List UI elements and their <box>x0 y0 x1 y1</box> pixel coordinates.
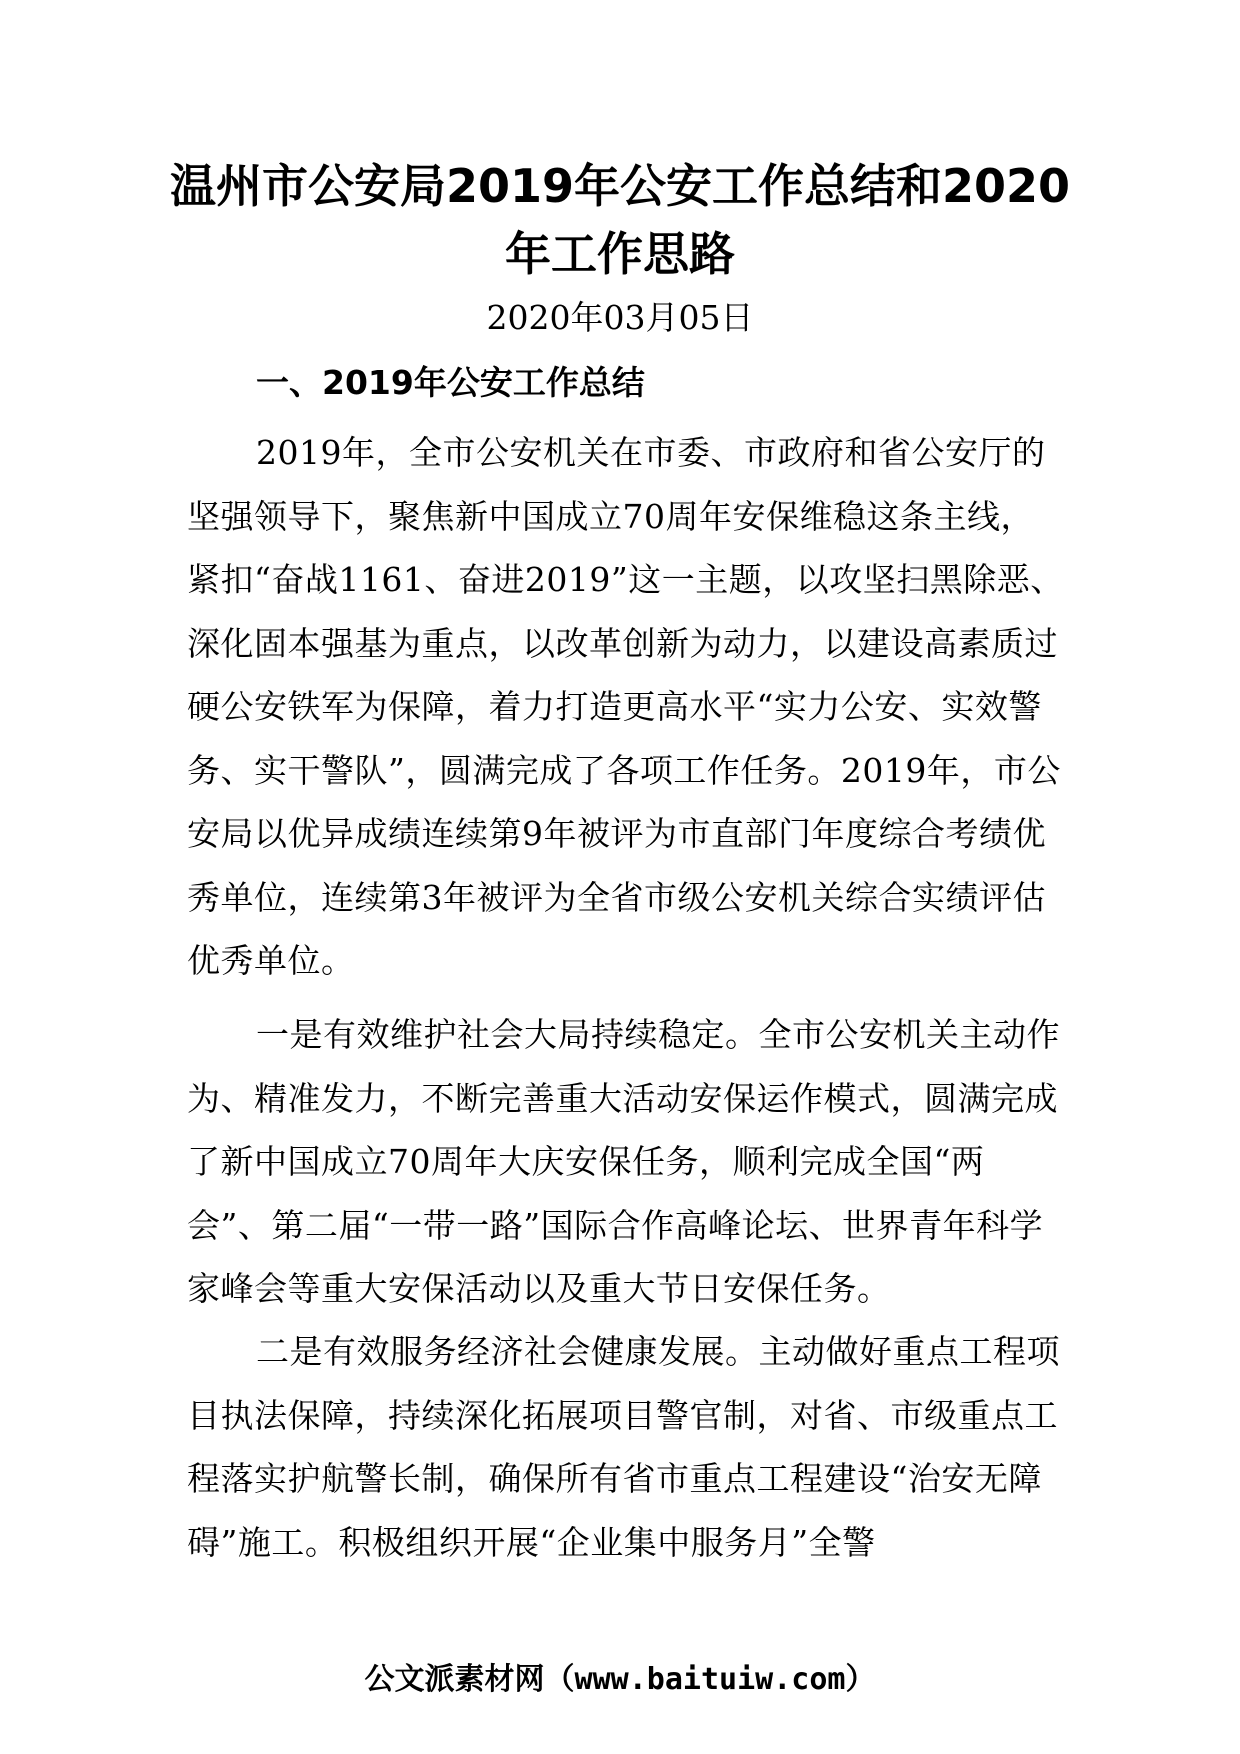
footer-paren-open: （ <box>544 1662 575 1697</box>
page-footer <box>150 1660 1090 1700</box>
body-paragraph-3: 二是有效服务经济社会健康发展。主动做好重点工程项目执法保障，持续深化拓展项目警官制，对省、市级重点工程落实护航警长制，确保所有省市重点工程建设“治安无障碍”施工。积极组织开展“企业集中服务月”全警 <box>187 1332 1060 1562</box>
footer-paren-close: ） <box>845 1662 876 1697</box>
footer-site-name: 公文派素材网 <box>364 1662 545 1697</box>
document-title <box>150 152 1090 288</box>
document-date: 2020年03月05日 <box>486 298 754 337</box>
document-title-line-1: 温州市公安局2019年公安工作总结和2020 <box>169 159 1071 213</box>
body-paragraph-2: 一是有效维护社会大局持续稳定。全市公安机关主动作为、精准发力，不断完善重大活动安保运作模式，圆满完成了新中国成立70周年大庆安保任务，顺利完成全国“两会”、第二届“一带一路”国际合作高峰论坛、世界青年科学家峰会等重大安保活动以及重大节日安保任务。 <box>187 1015 1060 1308</box>
document-title-line-2: 年工作思路 <box>505 227 735 281</box>
section-heading: 一、2019年公安工作总结 <box>256 363 645 402</box>
footer-url: www.baituiw.com <box>574 1662 846 1697</box>
body-paragraph-1: 2019年，全市公安机关在市委、市政府和省公安厅的坚强领导下，聚焦新中国成立70周年安保维稳这条主线，紧扣“奋战1161、奋进2019”这一主题，以攻坚扫黑除恶、深化固本强基为重点，以改革创新为动力，以建设高素质过硬公安铁军为保障，着力打造更高水平“实力公安、实效警务、实干警队”，圆满完成了各项工作任务。2019年，市公安局以优异成绩连续第9年被评为市直部门年度综合考绩优秀单位，连续第3年被评为全省市级公安机关综合实绩评估优秀单位。 <box>187 433 1064 980</box>
